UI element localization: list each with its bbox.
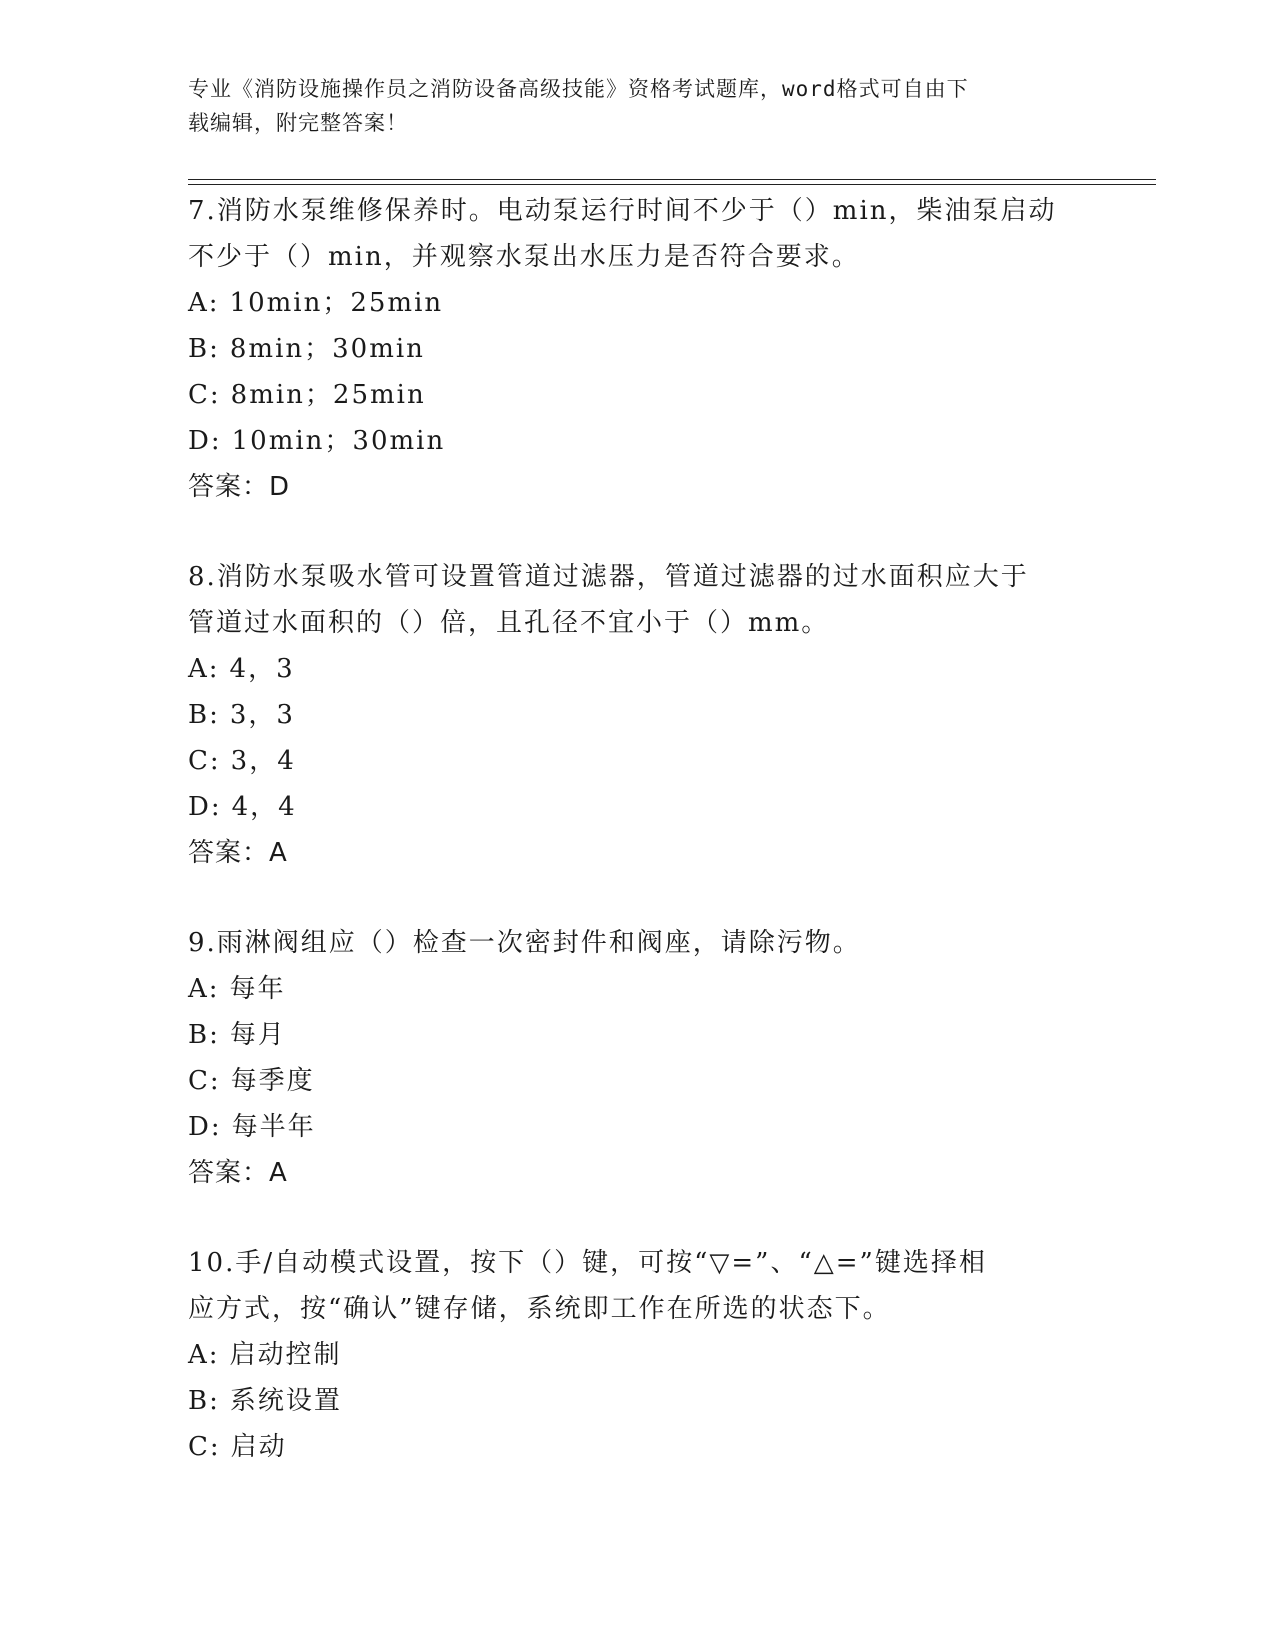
- option-a: [188, 1332, 1088, 1378]
- question-stem-line: 不少于（）min，并观察水泵出水压力是否符合要求。: [188, 242, 860, 272]
- question-stem-line: 9.雨淋阀组应（）检查一次密封件和阀座，请除污物。: [188, 928, 861, 958]
- option-text: 4，3: [229, 654, 295, 684]
- answer-line: 答案：A: [188, 838, 288, 868]
- option-text: 系统设置: [229, 1386, 342, 1416]
- option-text: 3，4: [230, 746, 296, 776]
- option-c: [188, 1424, 1088, 1470]
- option-letter: D:: [188, 792, 222, 822]
- option-text: 10min；30min: [231, 426, 446, 456]
- document-header: [188, 72, 1068, 140]
- option-letter: B:: [188, 1386, 220, 1416]
- option-text: 启动控制: [229, 1340, 342, 1370]
- option-letter: C:: [188, 746, 221, 776]
- option-text: 8min；25min: [230, 380, 426, 410]
- header-line-1: 专业《消防设施操作员之消防设备高级技能》资格考试题库，word格式可自由下: [188, 77, 969, 101]
- option-text: 3，3: [229, 700, 295, 730]
- question-10: [188, 1240, 1088, 1470]
- option-a: [188, 966, 1088, 1012]
- option-b: [188, 326, 1088, 372]
- option-text: 每半年: [231, 1112, 316, 1142]
- option-text: 8min；30min: [229, 334, 425, 364]
- option-d: [188, 784, 1088, 830]
- option-letter: D:: [188, 426, 222, 456]
- option-text: 4，4: [231, 792, 297, 822]
- question-7: [188, 188, 1088, 510]
- option-d: [188, 1104, 1088, 1150]
- header-divider-top: [188, 179, 1156, 180]
- option-c: [188, 1058, 1088, 1104]
- header-line-2: 载编辑，附完整答案！: [188, 111, 408, 135]
- header-divider-bottom: [188, 184, 1156, 185]
- option-text: 每年: [229, 974, 286, 1004]
- question-stem-line: 8.消防水泵吸水管可设置管道过滤器，管道过滤器的过水面积应大于: [188, 562, 1029, 592]
- option-c: [188, 372, 1088, 418]
- option-b: [188, 692, 1088, 738]
- question-stem-line: 10.手/自动模式设置，按下（）键，可按“▽=”、“△=”键选择相: [188, 1248, 987, 1278]
- option-letter: C:: [188, 380, 221, 410]
- option-a: [188, 646, 1088, 692]
- option-letter: A:: [188, 974, 220, 1004]
- option-letter: C:: [188, 1066, 221, 1096]
- option-text: 10min；25min: [229, 288, 444, 318]
- option-c: [188, 738, 1088, 784]
- question-stem-line: 管道过水面积的（）倍，且孔径不宜小于（）mm。: [188, 608, 830, 638]
- option-b: [188, 1012, 1088, 1058]
- answer-line: 答案：D: [188, 472, 291, 502]
- question-stem-line: 7.消防水泵维修保养时。电动泵运行时间不少于（）min，柴油泵启动: [188, 196, 1057, 226]
- option-letter: B:: [188, 1020, 220, 1050]
- option-text: 每月: [229, 1020, 286, 1050]
- option-letter: A:: [188, 654, 220, 684]
- option-letter: D:: [188, 1112, 222, 1142]
- option-letter: B:: [188, 334, 220, 364]
- option-letter: C:: [188, 1432, 221, 1462]
- question-8: [188, 554, 1088, 876]
- option-letter: A:: [188, 1340, 220, 1370]
- option-letter: B:: [188, 700, 220, 730]
- option-letter: A:: [188, 288, 220, 318]
- question-stem-line: 应方式，按“确认”键存储，系统即工作在所选的状态下。: [188, 1294, 891, 1324]
- option-b: [188, 1378, 1088, 1424]
- question-9: [188, 920, 1088, 1196]
- option-d: [188, 418, 1088, 464]
- option-text: 每季度: [230, 1066, 315, 1096]
- option-text: 启动: [230, 1432, 287, 1462]
- option-a: [188, 280, 1088, 326]
- answer-line: 答案：A: [188, 1158, 288, 1188]
